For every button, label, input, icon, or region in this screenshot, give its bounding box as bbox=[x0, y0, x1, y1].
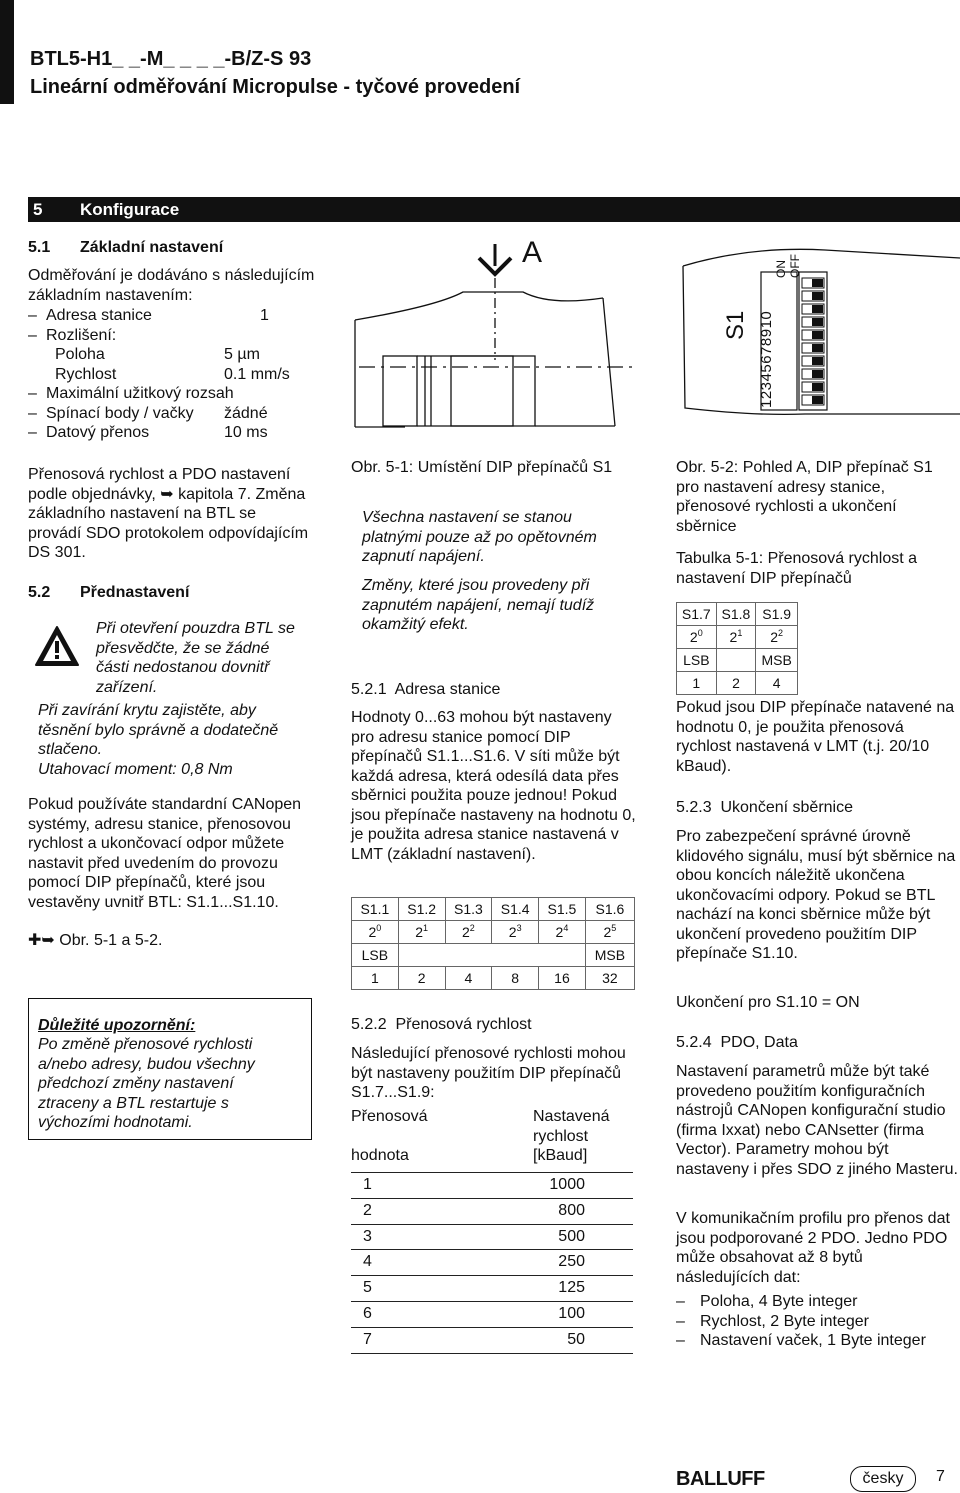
table-row bbox=[352, 921, 635, 944]
table-row bbox=[677, 672, 798, 695]
table-cell: S1.7 bbox=[677, 603, 717, 626]
table-cell: 16 bbox=[539, 967, 586, 990]
edge-bar bbox=[0, 0, 14, 104]
table-row bbox=[677, 626, 798, 649]
table-row bbox=[351, 1249, 633, 1275]
paragraph: Pro zabezpečení správné úrovně klidového signálu, musí být sběrnice na obou koncích náležitě ukončena ukončovacími odpory. Pokud se BTL nachází na konci sběrnice může být ukončení provedeno použitím DIP přepínače S1.10. bbox=[676, 828, 956, 962]
table-row bbox=[351, 1327, 633, 1354]
heading-5-2: Přednastavení bbox=[80, 584, 190, 601]
dip-switch-knob bbox=[812, 318, 823, 326]
power-base: 2 bbox=[368, 924, 377, 940]
power-exp: 2 bbox=[778, 628, 784, 638]
heading-5-1-num: 5.1 bbox=[28, 239, 51, 256]
setting-value: 10 ms bbox=[224, 424, 268, 441]
table-row bbox=[352, 944, 635, 967]
dip-switch-knob bbox=[812, 344, 823, 352]
note-title: Důležité upozornění: bbox=[38, 1017, 196, 1034]
table-cell: 8 bbox=[492, 967, 539, 990]
language-badge: česky bbox=[850, 1466, 916, 1492]
sensor-figure bbox=[345, 230, 645, 445]
section-num: 5 bbox=[33, 200, 43, 219]
table-cell: 1 bbox=[677, 672, 717, 695]
setting-label: Maximální užitkový rozsah bbox=[46, 385, 234, 402]
switch-off-label: OFF bbox=[788, 254, 802, 278]
torque-text: Utahovací moment: 0,8 Nm bbox=[38, 761, 233, 778]
power-base: 2 bbox=[770, 629, 779, 645]
note-text: Po změně přenosové rychlosti a/nebo adresy, budou všechny předchozí změny nastavení ztraceny a BTL restartuje s výchozími hodnotami. bbox=[38, 1036, 255, 1131]
power-base: 2 bbox=[729, 629, 738, 645]
table-cell: MSB bbox=[585, 944, 634, 967]
table-cell: 32 bbox=[585, 967, 634, 990]
heading-5-2-num: 5.2 bbox=[28, 584, 51, 601]
paragraph: Nastavení parametrů může být také provedeno použitím konfiguračních nástrojů CANopen konfigurační studio (firma Ixxat) nebo CANsetter (firma Vector). Parametry mohou být nastaveny i přes SDO z jiného Masteru. bbox=[676, 1063, 958, 1178]
power-exp: 1 bbox=[423, 923, 429, 933]
heading-5-2-1: 5.2.1 Adresa stanice bbox=[351, 681, 501, 698]
table-cell: 4 bbox=[363, 1253, 372, 1271]
table-cell bbox=[398, 944, 585, 967]
header-text: hodnota bbox=[351, 1147, 409, 1164]
header-text: Přenosová bbox=[351, 1108, 428, 1125]
dip-switch-figure bbox=[675, 238, 960, 438]
setting-label: Poloha bbox=[55, 346, 105, 363]
paragraph: Odměřování je dodáváno s následujícím základním nastavením: bbox=[28, 267, 315, 304]
table-row bbox=[352, 967, 635, 990]
dip-switch-knob bbox=[812, 292, 823, 300]
table-caption: Tabulka 5-1: Přenosová rychlost a nastavení DIP přepínačů bbox=[676, 550, 918, 587]
paragraph: Ukončení pro S1.10 = ON bbox=[676, 994, 860, 1011]
table-cell: 1000 bbox=[549, 1176, 585, 1193]
doc-subtitle: Lineární odměřování Micropulse - tyčové provedení bbox=[30, 76, 521, 98]
table-row bbox=[351, 1275, 633, 1301]
setting-label: Spínací body / vačky bbox=[46, 404, 194, 422]
dip-switch-knob bbox=[812, 279, 823, 287]
table-cell: S1.9 bbox=[756, 603, 798, 626]
table-cell bbox=[539, 921, 586, 944]
table-cell bbox=[445, 921, 492, 944]
baud-rate-table bbox=[351, 1172, 633, 1354]
table-cell bbox=[756, 626, 798, 649]
table-cell: 125 bbox=[558, 1279, 585, 1297]
table-row bbox=[351, 1301, 633, 1327]
table-cell: 800 bbox=[558, 1201, 585, 1219]
table-cell: 1 bbox=[363, 1176, 372, 1193]
header-text: Nastavená bbox=[533, 1108, 610, 1125]
setting-value: 0.1 mm/s bbox=[224, 365, 290, 383]
setting-label: Datový přenos bbox=[46, 424, 150, 441]
table-cell: MSB bbox=[756, 649, 798, 672]
table-cell bbox=[585, 921, 634, 944]
setting-label: Rozlišení: bbox=[46, 326, 117, 344]
dip-switch-knob bbox=[812, 396, 823, 404]
list-item: – Nastavení vaček, 1 Byte integer bbox=[676, 1331, 960, 1351]
table-cell: S1.4 bbox=[492, 898, 539, 921]
dip-switch-knob bbox=[812, 305, 823, 313]
rate-col-header-2 bbox=[533, 1107, 610, 1166]
header-text: [kBaud] bbox=[533, 1147, 588, 1164]
setting-label: Rychlost bbox=[55, 365, 117, 383]
table-cell: S1.1 bbox=[352, 898, 399, 921]
paragraph: Pokud používáte standardní CANopen systémy, adresu stanice, přenosovou rychlost a ukončovací odpor můžete nastavit před uvedením do provozu pomocí DIP přepínačů, které jsou vestavěny uvnitř BTL: S1.1...S1.10. bbox=[28, 796, 302, 911]
heading-5-2-3: 5.2.3 Ukončení sběrnice bbox=[676, 799, 853, 816]
view-letter: A bbox=[522, 236, 543, 269]
paragraph: Následující přenosové rychlosti mohou být nastaveny použitím DIP přepínačů S1.7...S1.9: bbox=[351, 1045, 626, 1101]
table-cell bbox=[716, 649, 756, 672]
doc-title: BTL5-H1_ _-M_ _ _ _-B/Z-S 93 bbox=[30, 48, 312, 70]
power-base: 2 bbox=[603, 924, 612, 940]
table-cell: LSB bbox=[352, 944, 399, 967]
table-cell bbox=[716, 626, 756, 649]
power-exp: 1 bbox=[737, 628, 743, 638]
table-cell: 6 bbox=[363, 1304, 372, 1322]
table-cell: 50 bbox=[567, 1330, 585, 1348]
table-cell: 2 bbox=[716, 672, 756, 695]
table-cell: S1.2 bbox=[398, 898, 445, 921]
power-base: 2 bbox=[555, 924, 564, 940]
table-cell: S1.8 bbox=[716, 603, 756, 626]
figure-caption: Obr. 5-2: Pohled A, DIP přepínač S1 pro nastavení adresy stanice, přenosové rychlosti a ukončení sběrnice bbox=[676, 459, 933, 535]
switch-label: S1 bbox=[722, 310, 749, 340]
setting-value: 5 µm bbox=[224, 346, 260, 363]
info-text: Všechna nastavení se stanou platnými pouze až po opětovném zapnutí napájení. bbox=[362, 509, 597, 565]
table-cell bbox=[352, 921, 399, 944]
heading-5-1: Základní nastavení bbox=[80, 239, 224, 256]
paragraph: Pokud jsou DIP přepínače natavené na hodnotu 0, je použita přenosová rychlost nastavená v LMT (t.j. 20/10 kBaud). bbox=[676, 699, 955, 775]
table-cell: 4 bbox=[445, 967, 492, 990]
list-item: – Rychlost, 2 Byte integer bbox=[676, 1312, 960, 1332]
paragraph: Hodnoty 0...63 mohou být nastaveny pro adresu stanice pomocí DIP přepínačů S1.1...S1.6. V síti může být každá adresa, která odesílá data přes sběrnici použita pouze jednou! Pokud jsou přepínače nastaveny na hodnotu 0, je použita adresa stanice nastavená v LMT (základní nastavení). bbox=[351, 709, 636, 863]
table-cell: 2 bbox=[398, 967, 445, 990]
address-table bbox=[351, 897, 635, 990]
power-exp: 0 bbox=[376, 923, 382, 933]
table-cell bbox=[398, 921, 445, 944]
table-cell: 2 bbox=[363, 1201, 372, 1219]
table-cell: 500 bbox=[558, 1227, 585, 1245]
table-row bbox=[352, 898, 635, 921]
table-cell: 5 bbox=[363, 1279, 372, 1297]
power-exp: 3 bbox=[516, 923, 522, 933]
header-text: rychlost bbox=[533, 1127, 589, 1145]
table-cell bbox=[492, 921, 539, 944]
table-row bbox=[677, 603, 798, 626]
power-exp: 0 bbox=[697, 628, 703, 638]
heading-5-2-4: 5.2.4 PDO, Data bbox=[676, 1034, 798, 1051]
warning-icon bbox=[34, 624, 80, 668]
paragraph: V komunikačním profilu pro přenos dat jsou podporované 2 PDO. Jedno PDO může obsahovat až 8 bytů následujících dat: bbox=[676, 1210, 950, 1286]
table-cell: LSB bbox=[677, 649, 717, 672]
table-cell: 100 bbox=[558, 1304, 585, 1322]
paragraph: Přenosová rychlost a PDO nastavení podle objednávky, ➥ kapitola 7. Změna základního nastavení na BTL se provádí SDO protokolem odpovídajícím DS 301. bbox=[28, 466, 309, 561]
table-row bbox=[351, 1172, 633, 1198]
setting-value: 1 bbox=[260, 307, 269, 324]
switch-digits: 12345678910 bbox=[758, 310, 775, 408]
figure-caption: Obr. 5-1: Umístění DIP přepínačů S1 bbox=[351, 459, 613, 476]
table-cell: S1.3 bbox=[445, 898, 492, 921]
dip-switch-knob bbox=[812, 331, 823, 339]
brand-logo: BALLUFF bbox=[676, 1468, 765, 1490]
table-cell: 4 bbox=[756, 672, 798, 695]
dip-switch-knob bbox=[812, 357, 823, 365]
power-base: 2 bbox=[689, 629, 698, 645]
pdo-list bbox=[676, 1292, 960, 1351]
info-text: Změny, které jsou provedeny při zapnutém napájení, nemají tudíž okamžitý efekt. bbox=[362, 577, 595, 633]
table-row bbox=[351, 1224, 633, 1250]
dip-switch-knob bbox=[812, 383, 823, 391]
rate-col-header-1 bbox=[351, 1107, 428, 1166]
table-cell: S1.5 bbox=[539, 898, 586, 921]
setting-value: žádné bbox=[224, 404, 268, 422]
table-row bbox=[351, 1198, 633, 1224]
power-exp: 2 bbox=[469, 923, 475, 933]
power-exp: 5 bbox=[611, 923, 617, 933]
table-cell: 1 bbox=[352, 967, 399, 990]
page-number: 7 bbox=[936, 1468, 945, 1485]
power-base: 2 bbox=[462, 924, 470, 940]
figure-reference: ✚➥ Obr. 5-1 a 5-2. bbox=[28, 932, 163, 949]
warning-text-2: Při zavírání krytu zajistěte, aby těsnění bylo správně a dodatečně stlačeno. bbox=[38, 702, 279, 758]
heading-5-2-2: 5.2.2 Přenosová rychlost bbox=[351, 1016, 532, 1033]
list-item: – Poloha, 4 Byte integer bbox=[676, 1292, 960, 1312]
table-cell: 7 bbox=[363, 1330, 372, 1348]
table-row bbox=[677, 649, 798, 672]
power-base: 2 bbox=[415, 924, 424, 940]
warning-text: Při otevření pouzdra BTL se přesvědčte, že se žádné části nedostanou dovnitř zařízení. bbox=[96, 620, 295, 696]
table-cell: S1.6 bbox=[585, 898, 634, 921]
settings-list: – Adresa stanice 1 – Rozlišení: Poloha 5 µm Rychlost 0.1 mm/s – Maximální užitkový rozsah – Spínací body / vačky žádné – Datový přenos 10 ms bbox=[28, 307, 290, 441]
switch-on-label: ON bbox=[774, 260, 788, 278]
baud-dip-table bbox=[676, 602, 798, 695]
power-exp: 4 bbox=[563, 923, 569, 933]
table-cell: 250 bbox=[558, 1253, 585, 1271]
table-cell: 3 bbox=[363, 1227, 372, 1245]
dip-switch-knob bbox=[812, 370, 823, 378]
section-title: Konfigurace bbox=[80, 200, 180, 219]
setting-label: Adresa stanice bbox=[46, 307, 152, 324]
table-cell bbox=[677, 626, 717, 649]
power-base: 2 bbox=[508, 924, 517, 940]
